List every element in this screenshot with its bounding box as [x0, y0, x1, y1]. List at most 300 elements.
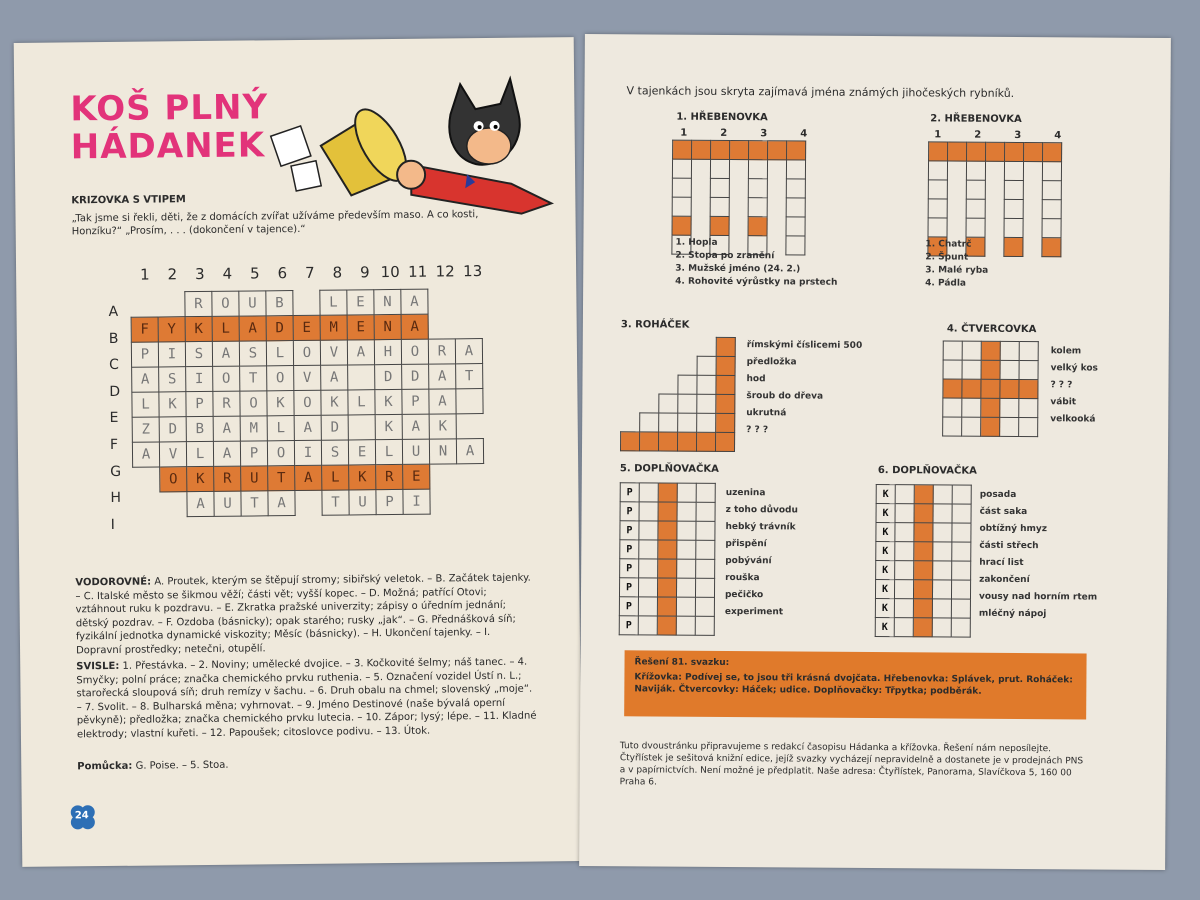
- grid-cell: [696, 521, 715, 540]
- grid-cell: [966, 218, 985, 237]
- column-number: 8: [332, 263, 343, 282]
- grid-cell: [913, 580, 932, 599]
- grid-cell: [133, 467, 160, 492]
- grid-cell: O: [160, 467, 187, 492]
- grid-cell: [658, 559, 677, 578]
- grid-cell: [1000, 398, 1019, 417]
- dopl6-clues: [979, 487, 1098, 624]
- grid-cell: [914, 542, 933, 561]
- grid-cell: [1023, 238, 1042, 257]
- right-page: [579, 34, 1171, 870]
- clue-item: 2. Stopa po zranění: [675, 250, 775, 262]
- grid-cell: A: [212, 341, 239, 366]
- grid-cell: [455, 289, 482, 314]
- grid-cell: [1024, 143, 1043, 162]
- grid-cell: [1019, 399, 1038, 418]
- grid-cell: O: [401, 339, 428, 364]
- grid-cell: [131, 292, 158, 317]
- clue-item: ukrutná: [746, 408, 787, 419]
- grid-cell: [676, 578, 695, 597]
- grid-cell: O: [267, 441, 294, 466]
- clue-item: obtížný hmyz: [979, 523, 1048, 535]
- grid-cell: [729, 197, 748, 216]
- grid-cell: [943, 417, 962, 436]
- grid-cell: E: [293, 315, 320, 340]
- hreb1-title: 1. HŘEBENOVKA: [676, 111, 768, 124]
- grid-cell: [638, 597, 657, 616]
- grid-cell: [672, 178, 691, 197]
- grid-cell: [932, 599, 951, 618]
- grid-cell: A: [456, 439, 483, 464]
- grid-cell: [696, 502, 715, 521]
- grid-cell: [981, 379, 1000, 398]
- vodorovne-label: VODOROVNÉ:: [75, 576, 152, 589]
- grid-cell: [985, 180, 1004, 199]
- grid-cell: [676, 616, 695, 635]
- grid-cell: [1043, 143, 1062, 162]
- grid-cell: K: [159, 392, 186, 417]
- grid-cell: [786, 160, 805, 179]
- grid-cell: L: [267, 416, 294, 441]
- grid-cell: [639, 521, 658, 540]
- grid-cell: [621, 337, 640, 356]
- grid-cell: L: [320, 290, 347, 315]
- grid-cell: [947, 180, 966, 199]
- grid-cell: [914, 561, 933, 580]
- grid-cell: [1019, 342, 1038, 361]
- grid-cell: [677, 521, 696, 540]
- grid-cell: S: [239, 341, 266, 366]
- grid-cell: P: [131, 342, 158, 367]
- grid-cell: [981, 341, 1000, 360]
- grid-cell: L: [186, 441, 213, 466]
- grid-cell: V: [294, 365, 321, 390]
- grid-cell: [640, 375, 659, 394]
- grid-cell: [967, 142, 986, 161]
- grid-cell: [981, 360, 1000, 379]
- column-number: 13: [463, 262, 483, 281]
- clue-item: rouška: [725, 572, 760, 584]
- grid-cell: [716, 337, 735, 356]
- grid-cell: [932, 618, 951, 637]
- grid-cell: A: [429, 364, 456, 389]
- column-number: 4: [222, 264, 233, 283]
- grid-cell: T: [240, 366, 267, 391]
- grid-cell: [913, 618, 932, 637]
- grid-cell: [786, 198, 805, 217]
- grid-cell: [348, 415, 375, 440]
- clue-item: ? ? ?: [1050, 380, 1073, 391]
- grid-cell: P: [402, 389, 429, 414]
- grid-cell: R: [185, 291, 212, 316]
- grid-cell: [639, 540, 658, 559]
- grid-cell: K: [875, 618, 894, 637]
- clue-item: část saka: [979, 506, 1028, 518]
- grid-cell: [767, 160, 786, 179]
- grid-cell: [1004, 199, 1023, 218]
- grid-cell: K: [876, 485, 895, 504]
- clue-item: 1. Chatrč: [925, 239, 972, 250]
- grid-cell: [293, 290, 320, 315]
- grid-cell: P: [620, 483, 639, 502]
- clue-item: vábit: [1050, 397, 1077, 408]
- grid-cell: [678, 356, 697, 375]
- grid-cell: [962, 417, 981, 436]
- grid-cell: [691, 159, 710, 178]
- clue-item: předložka: [746, 357, 797, 368]
- grid-cell: [929, 142, 948, 161]
- grid-cell: [914, 523, 933, 542]
- grid-cell: L: [212, 316, 239, 341]
- grid-cell: S: [185, 341, 212, 366]
- grid-cell: [716, 375, 735, 394]
- clue-item: velký kos: [1050, 363, 1098, 374]
- grid-cell: [985, 199, 1004, 218]
- clue-item: hrací list: [979, 557, 1024, 569]
- grid-cell: [943, 360, 962, 379]
- grid-cell: A: [213, 441, 240, 466]
- grid-cell: [914, 485, 933, 504]
- grid-cell: P: [620, 540, 639, 559]
- clue-item: experiment: [724, 606, 784, 618]
- row-letter: B: [108, 330, 119, 347]
- grid-cell: [697, 394, 716, 413]
- grid-cell: A: [132, 367, 159, 392]
- grid-cell: E: [347, 290, 374, 315]
- grid-cell: [672, 216, 691, 235]
- clues-vodorovne: [75, 572, 538, 658]
- grid-cell: [1023, 162, 1042, 181]
- grid-cell: [729, 159, 748, 178]
- clue-item: pobývání: [725, 555, 772, 567]
- pomucka-text: G. Poise. – 5. Stoa.: [135, 759, 229, 772]
- grid-cell: P: [619, 616, 638, 635]
- grid-cell: [933, 485, 952, 504]
- hreb-number: 3: [1014, 129, 1022, 142]
- grid-cell: [677, 502, 696, 521]
- grid-cell: [621, 356, 640, 375]
- grid-cell: [914, 504, 933, 523]
- grid-cell: [981, 417, 1000, 436]
- grid-cell: [1000, 379, 1019, 398]
- grid-cell: M: [240, 416, 267, 441]
- grid-cell: O: [240, 391, 267, 416]
- grid-cell: [952, 504, 971, 523]
- grid-cell: L: [322, 465, 349, 490]
- clue-item: 3. Malé ryba: [925, 265, 989, 276]
- cat-basket-illustration: [260, 73, 562, 226]
- grid-cell: U: [214, 491, 241, 516]
- grid-cell: [621, 432, 640, 451]
- clue-item: mléčný nápoj: [978, 608, 1047, 620]
- clover-icon: [68, 802, 98, 832]
- column-number: 6: [277, 264, 288, 283]
- grid-cell: [672, 159, 691, 178]
- clue-item: 2. Špunt: [925, 252, 969, 263]
- grid-cell: [456, 414, 483, 439]
- grid-cell: U: [402, 439, 429, 464]
- grid-cell: [1019, 361, 1038, 380]
- column-number: 2: [167, 265, 178, 284]
- grid-cell: [456, 389, 483, 414]
- solution-box: [624, 650, 1086, 719]
- grid-cell: [894, 618, 913, 637]
- grid-cell: K: [349, 465, 376, 490]
- svisle-text: 1. Přestávka. – 2. Noviny; umělecké dvojice. – 3. Kočkovité šelmy; náš tanec. – 4. Smyčky; polní práce; značka chemického prvku ruthenia. – 5. Označení vozidel Ústí n. L.; starořecká sloupová síň; druh remízy v šachu. – 6. Druh obalu na chmel; slovenský „moje“. – 7. Svolit. – 8. Bulharská měna; vyhrnovat. – 9. Jméno Destinové (naše bývalá operní pěvkyně); předložka; značka chemického prvku lutecia. – 10. Zápor; lysý; lépe. – 11. Kladné elektrody; vlastní kuřeti. – 12. Papoušek; citoslovce podivu. – 13. Útok.: [76, 656, 537, 740]
- grid-cell: [1023, 200, 1042, 219]
- grid-cell: [711, 140, 730, 159]
- grid-cell: [933, 542, 952, 561]
- clue-item: z toho důvodu: [725, 504, 798, 516]
- grid-cell: A: [321, 365, 348, 390]
- rohacek-title: 3. ROHÁČEK: [620, 319, 690, 331]
- grid-cell: [748, 160, 767, 179]
- clue-item: části střech: [979, 540, 1039, 552]
- grid-cell: [947, 218, 966, 237]
- dopl6-title: 6. DOPLŇOVAČKA: [877, 465, 977, 477]
- grid-cell: I: [158, 342, 185, 367]
- grid-cell: T: [322, 490, 349, 515]
- grid-cell: [621, 375, 640, 394]
- rohacek-grid: [620, 336, 736, 452]
- grid-cell: [657, 578, 676, 597]
- grid-cell: O: [294, 390, 321, 415]
- grid-cell: I: [186, 366, 213, 391]
- grid-cell: [1000, 341, 1019, 360]
- grid-cell: K: [876, 561, 895, 580]
- grid-cell: [455, 314, 482, 339]
- grid-cell: E: [348, 440, 375, 465]
- grid-cell: [894, 599, 913, 618]
- grid-cell: [692, 140, 711, 159]
- grid-cell: [640, 394, 659, 413]
- grid-cell: [952, 485, 971, 504]
- grid-cell: [1004, 237, 1023, 256]
- hreb-number: 1: [680, 127, 688, 139]
- grid-cell: [677, 540, 696, 559]
- clue-item: uzenina: [725, 487, 766, 499]
- clue-item: 3. Mužské jméno (24. 2.): [675, 263, 801, 275]
- grid-cell: P: [240, 441, 267, 466]
- grid-cell: D: [321, 415, 348, 440]
- grid-cell: [928, 180, 947, 199]
- grid-cell: [933, 504, 952, 523]
- clue-item: hebký trávník: [725, 521, 796, 533]
- grid-cell: A: [239, 316, 266, 341]
- grid-cell: L: [266, 341, 293, 366]
- grid-cell: [457, 489, 484, 514]
- grid-cell: P: [619, 597, 638, 616]
- row-letter: C: [108, 357, 119, 374]
- grid-cell: [729, 216, 748, 235]
- grid-cell: [621, 394, 640, 413]
- grid-cell: [638, 616, 657, 635]
- clue-item: pečičko: [724, 589, 764, 601]
- grid-cell: [951, 599, 970, 618]
- grid-cell: [928, 218, 947, 237]
- grid-cell: [696, 540, 715, 559]
- grid-cell: [986, 142, 1005, 161]
- grid-cell: F: [131, 317, 158, 342]
- grid-cell: [710, 178, 729, 197]
- grid-cell: R: [213, 391, 240, 416]
- grid-cell: [895, 504, 914, 523]
- grid-cell: [428, 314, 455, 339]
- grid-cell: [895, 542, 914, 561]
- grid-cell: [697, 375, 716, 394]
- grid-cell: R: [428, 339, 455, 364]
- grid-cell: P: [620, 559, 639, 578]
- grid-cell: K: [876, 504, 895, 523]
- grid-cell: D: [266, 316, 293, 341]
- grid-cell: [943, 341, 962, 360]
- grid-cell: [767, 217, 786, 236]
- grid-cell: [895, 561, 914, 580]
- grid-cell: [952, 561, 971, 580]
- right-header: V tajenkách jsou skryta zajímavá jména známých jihočeských rybníků.: [626, 84, 1015, 100]
- grid-cell: [133, 492, 160, 517]
- grid-cell: [1019, 380, 1038, 399]
- pomucka-label: Pomůcka:: [77, 760, 133, 773]
- title-line-1: KOŠ PLNÝ: [70, 87, 269, 130]
- dopl5-clues: [725, 485, 798, 622]
- left-page: [14, 37, 583, 867]
- grid-cell: [947, 161, 966, 180]
- grid-cell: [951, 580, 970, 599]
- grid-cell: R: [376, 464, 403, 489]
- grid-cell: N: [374, 289, 401, 314]
- grid-cell: [678, 413, 697, 432]
- grid-cell: O: [212, 291, 239, 316]
- grid-cell: A: [294, 415, 321, 440]
- grid-cell: I: [403, 489, 430, 514]
- clue-item: přispění: [725, 538, 767, 550]
- grid-cell: [787, 141, 806, 160]
- grid-cell: [696, 559, 715, 578]
- grid-cell: [678, 394, 697, 413]
- column-number: 1: [140, 265, 150, 284]
- grid-cell: [640, 356, 659, 375]
- grid-cell: [678, 432, 697, 451]
- grid-cell: D: [159, 417, 186, 442]
- solution-text: Křížovka: Podívej se, to jsou tři krásná dvojčata. Hřebenovka: Splávek, prut. Roháček: Naviják. Čtvercovky: Háček; udice. Doplňovačky: Třpytka; podběrák.: [634, 672, 1073, 697]
- grid-cell: [966, 180, 985, 199]
- grid-cell: R: [214, 466, 241, 491]
- grid-cell: [948, 142, 967, 161]
- grid-cell: L: [132, 392, 159, 417]
- grid-cell: [1042, 238, 1061, 257]
- grid-cell: S: [159, 367, 186, 392]
- grid-cell: [695, 616, 714, 635]
- clue-item: hod: [746, 374, 766, 385]
- grid-cell: [947, 199, 966, 218]
- grid-cell: [730, 140, 749, 159]
- grid-cell: A: [268, 491, 295, 516]
- grid-cell: [678, 375, 697, 394]
- grid-cell: O: [267, 366, 294, 391]
- grid-cell: [710, 159, 729, 178]
- grid-cell: [659, 337, 678, 356]
- grid-cell: K: [429, 414, 456, 439]
- grid-cell: [658, 540, 677, 559]
- grid-cell: [985, 218, 1004, 237]
- grid-cell: A: [213, 416, 240, 441]
- hreb-number: 4: [800, 128, 808, 140]
- grid-cell: [895, 485, 914, 504]
- row-letter: E: [109, 410, 119, 427]
- grid-cell: N: [374, 314, 401, 339]
- grid-cell: [659, 375, 678, 394]
- grid-cell: [748, 217, 767, 236]
- grid-cell: [659, 413, 678, 432]
- grid-cell: [678, 337, 697, 356]
- grid-cell: [160, 492, 187, 517]
- solution-title: Řešení 81. svazku:: [634, 657, 730, 668]
- grid-cell: [691, 216, 710, 235]
- grid-cell: [943, 398, 962, 417]
- grid-cell: [1042, 219, 1061, 238]
- hreb-number: 3: [760, 128, 768, 140]
- grid-cell: [677, 483, 696, 502]
- grid-cell: [928, 199, 947, 218]
- grid-cell: [895, 523, 914, 542]
- grid-cell: [913, 599, 932, 618]
- grid-cell: K: [375, 389, 402, 414]
- grid-cell: [640, 432, 659, 451]
- grid-cell: [695, 578, 714, 597]
- grid-cell: T: [241, 491, 268, 516]
- grid-cell: T: [456, 364, 483, 389]
- grid-cell: P: [620, 521, 639, 540]
- grid-cell: A: [402, 414, 429, 439]
- hreb-number: 2: [974, 129, 982, 141]
- grid-cell: I: [294, 440, 321, 465]
- grid-cell: [672, 197, 691, 216]
- ctvercovka-clues: [1050, 343, 1098, 428]
- grid-cell: [1023, 181, 1042, 200]
- grid-cell: P: [619, 578, 638, 597]
- grid-cell: [1042, 181, 1061, 200]
- grid-cell: [1042, 162, 1061, 181]
- clue-item: římskými číslicemi 500: [746, 340, 863, 351]
- grid-cell: [673, 140, 692, 159]
- clue-item: 1. Hopla: [675, 237, 718, 248]
- grid-cell: A: [401, 314, 428, 339]
- grid-cell: [457, 464, 484, 489]
- page-number: 24: [74, 810, 89, 822]
- grid-cell: [962, 379, 981, 398]
- crossword-intro: „Tak jsme si řekli, děti, že z domácích zvířat užíváme především maso. A co kosti, Honzíku?“ „Prosím, . . . (dokončení v tajence).“: [71, 209, 479, 238]
- grid-cell: [639, 483, 658, 502]
- clue-item: kolem: [1050, 346, 1082, 357]
- grid-cell: Y: [158, 317, 185, 342]
- grid-cell: [962, 360, 981, 379]
- grid-cell: [716, 413, 735, 432]
- grid-cell: [697, 337, 716, 356]
- hreb2-title: 2. HŘEBENOVKA: [930, 113, 1022, 126]
- clue-item: posada: [979, 489, 1017, 500]
- row-letter: F: [109, 436, 119, 453]
- column-number: 7: [305, 263, 315, 282]
- grid-cell: [657, 597, 676, 616]
- grid-cell: [962, 341, 981, 360]
- hreb-number: 2: [720, 127, 728, 139]
- grid-cell: [749, 141, 768, 160]
- grid-cell: [966, 161, 985, 180]
- clue-item: 4. Rohovité výrůstky na prstech: [675, 276, 838, 288]
- grid-cell: [951, 618, 970, 637]
- clue-item: velkooká: [1050, 414, 1096, 425]
